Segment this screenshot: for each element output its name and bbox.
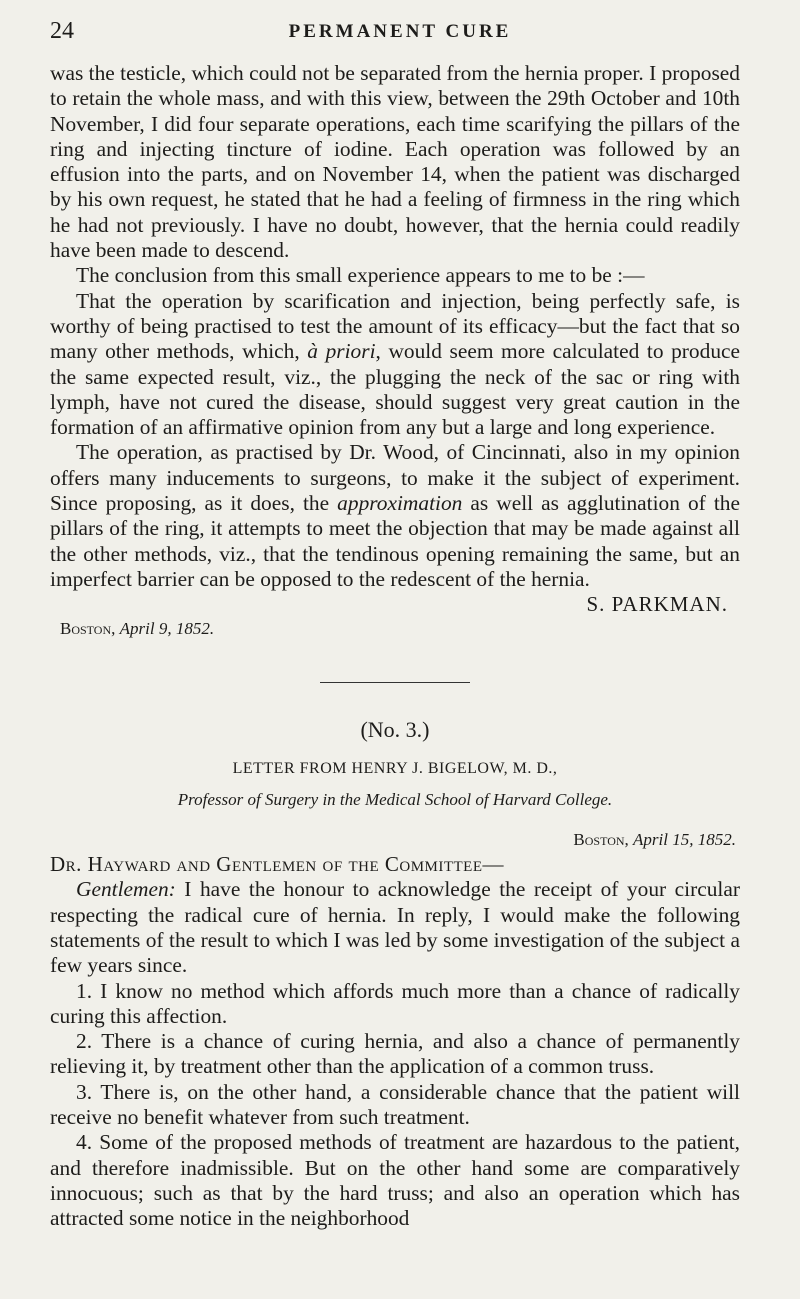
paragraph: The conclusion from this small experience appears to me to be :— [76,263,645,288]
list-item: 2. There is a chance of curing hernia, and also a chance of permanently relieving it, by treatment other than the application of a common truss. [50,1029,740,1079]
paragraph [50,877,740,978]
paragraph [50,440,740,592]
signature: S. PARKMAN. [586,592,728,617]
dateline-place: Boston [573,829,625,849]
document-number: (No. 3.) [360,716,430,742]
letter-dateline: Boston, April 15, 1852. [573,829,736,849]
running-head: PERMANENT CURE [288,21,512,42]
salutation: Dr. Hayward and Gentlemen of the Committee— [50,852,505,877]
opening-label: Gentlemen: [76,877,176,902]
section-divider [320,682,470,683]
dateline: Boston, April 9, 1852. [60,618,215,638]
letter-subtitle: Professor of Surgery in the Medical School of Harvard College. [177,790,613,810]
letter-title: LETTER FROM HENRY J. BIGELOW, M. D., [232,760,558,778]
paragraph [50,289,740,441]
body-text [50,61,740,1231]
paragraph-text: as well as agglutination of the pillars of the ring, it attempts to meet the objection that may be made against all the other methods, viz., that the tendinous opening remaining the same, but an imperfect barrier can be opposed to the redescent of the hernia. [50,491,740,591]
page-header [50,18,750,48]
list-item: 4. Some of the proposed methods of treatment are hazardous to the patient, and therefore inadmissible. But on the other hand some are comparatively innocuous; such as that by the hard truss; and also an operation which has attracted some notice in the neighborhood [50,1130,740,1231]
paragraph-text: I have the honour to acknowledge the receipt of your circular respecting the radical cure of hernia. In reply, I would make the following statements of the result to which I was led by some investigation of the subject a few years since. [50,877,740,978]
paragraph-text: , would seem more calculated to produce the same expected result, viz., the plugging the neck of the sac or ring with lymph, have not cured the disease, should suggest very great caution in the formation of an affirmative opinion from any but a large and long experience. [50,339,740,440]
dateline-place: Boston [60,618,112,638]
page-number: 24 [50,18,74,44]
italic-phrase: approximation [337,491,463,516]
list-item: 3. There is, on the other hand, a considerable chance that the patient will receive no benefit whatever from such treatment. [50,1079,740,1129]
list-item: 1. I know no method which affords much more than a chance of radically curing this affection. [50,978,740,1028]
paragraph: was the testicle, which could not be separated from the hernia proper. I proposed to retain the whole mass, and with this view, between the 29th October and 10th November, I did four separate operations, each time scarifying the pillars of the ring and injecting tincture of iodine. Each operation was followed by an effusion into the parts, and on November 14, when the patient was discharged by his own request, he stated that he had a feeling of firmness in the ring which he had not previously. I have no doubt, however, that the hernia could readily have been made to descend. [50,61,740,263]
paragraph-text: That the operation by scarification and injection, being perfectly safe, is worthy of being practised to test the amount of its efficacy—but the fact that so many other methods, which, [50,288,740,364]
dateline-date: April 15, 1852. [633,829,736,849]
paragraph-text: The operation, as practised by Dr. Wood, of Cincinnati, also in my opinion offers many inducements to surgeons, to make it the subject of experiment. Since proposing, as it does, the [50,440,740,516]
dateline-date: April 9, 1852. [119,618,215,638]
italic-phrase: à priori [307,339,376,364]
